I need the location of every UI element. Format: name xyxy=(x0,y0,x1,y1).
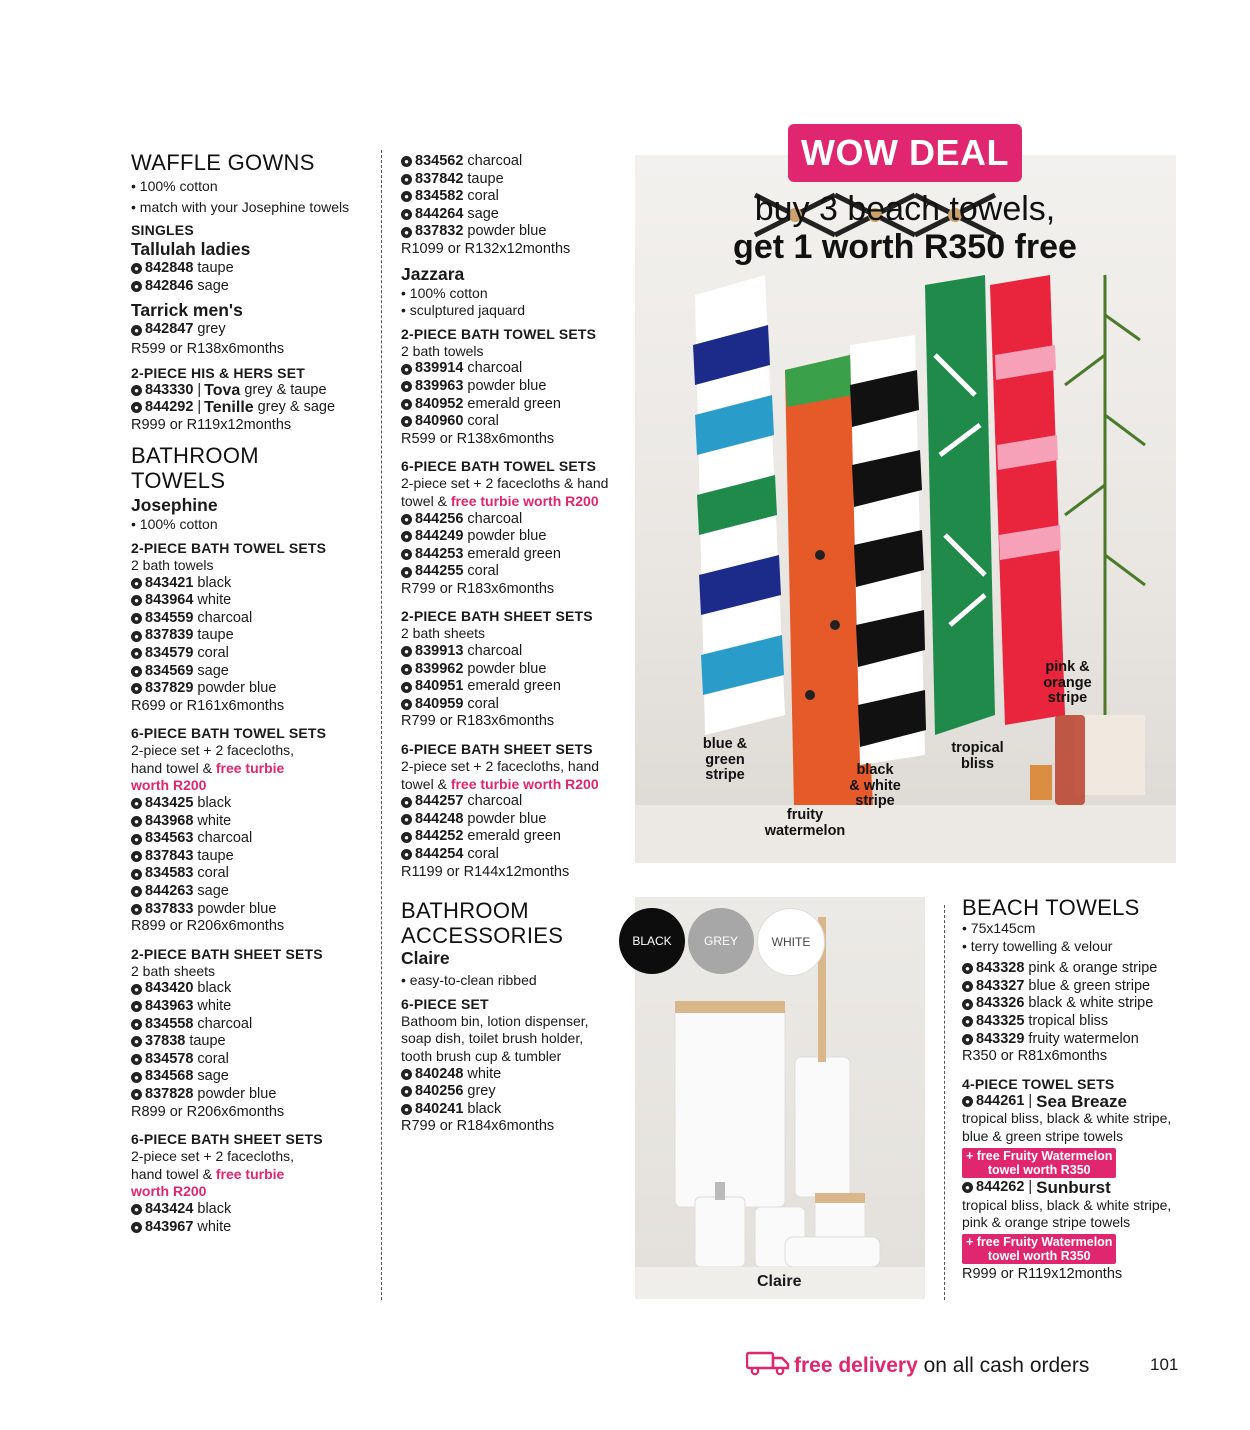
price: R699 or R161x6months xyxy=(131,697,285,714)
price: R899 or R206x6months xyxy=(131,1103,285,1120)
product-code: ● 843968 white xyxy=(131,813,371,831)
section-heading: 2-PIECE BATH SHEET SETS xyxy=(131,945,323,962)
label-tropical-bliss: tropical bliss xyxy=(951,740,1004,772)
section-desc: 2 bath sheets xyxy=(401,625,486,642)
product-code: ● 843328 pink & orange stripe xyxy=(962,960,1182,978)
product-code: ● 837839 taupe xyxy=(131,627,371,645)
order-code-icon: ● xyxy=(131,798,142,809)
product-code: ● 843329 fruity watermelon xyxy=(962,1031,1182,1049)
code-list xyxy=(401,153,621,241)
section-desc: 2 bath towels xyxy=(131,556,214,573)
page-number: 101 xyxy=(1150,1355,1179,1374)
product-code: ● 840960 coral xyxy=(401,413,621,431)
order-code-icon: ● xyxy=(401,682,412,693)
product-code: ● 844261 | Sea Breaze xyxy=(962,1093,1182,1111)
product-code: ● 837832 powder blue xyxy=(401,223,621,241)
order-code-icon: ● xyxy=(131,1089,142,1100)
tarrick-title: Tarrick men's xyxy=(131,300,243,321)
code-list xyxy=(131,980,371,1103)
order-code-icon: ● xyxy=(401,832,412,843)
order-code-icon: ● xyxy=(131,1204,142,1215)
bullet: • 100% cotton xyxy=(401,284,488,301)
order-code-icon: ● xyxy=(131,683,142,694)
glass xyxy=(1030,765,1052,800)
product-code: ● 840241 black xyxy=(401,1101,621,1119)
deal-line-1: buy 3 beach towels, xyxy=(754,190,1056,228)
jazzara-title: Jazzara xyxy=(401,263,465,284)
section-desc: soap dish, toilet brush holder, xyxy=(401,1030,584,1047)
product-code: ● 843425 black xyxy=(131,795,371,813)
product-code: ● 843330 | Tova grey & taupe xyxy=(131,382,371,400)
order-code-icon: ● xyxy=(131,263,142,274)
order-code-icon: ● xyxy=(131,325,142,336)
section-heading: 2-PIECE BATH TOWEL SETS xyxy=(131,539,327,556)
accessories-heading: BATHROOM xyxy=(401,898,529,924)
order-code-icon: ● xyxy=(131,834,142,845)
product-code: ● 843967 white xyxy=(131,1219,371,1237)
order-code-icon: ● xyxy=(401,646,412,657)
price: R999 or R119x12months xyxy=(962,1265,1123,1282)
shelf xyxy=(635,805,1176,863)
price: R599 or R138x6months xyxy=(401,430,555,447)
josephine-title: Josephine xyxy=(131,495,218,516)
product-code: ● 844253 emerald green xyxy=(401,546,621,564)
price: R599 or R138x6months xyxy=(131,340,285,357)
price: R1099 or R132x12months xyxy=(401,240,571,257)
section-desc: 2-piece set + 2 facecloths, xyxy=(131,742,295,759)
product-code: ● 839962 powder blue xyxy=(401,661,621,679)
product-code: ● 834562 charcoal xyxy=(401,153,621,171)
order-code-icon: ● xyxy=(401,797,412,808)
product-code: ● 834558 charcoal xyxy=(131,1016,371,1034)
product-code: ● 837833 powder blue xyxy=(131,901,371,919)
order-code-icon: ● xyxy=(962,999,973,1010)
product-code: ● 840952 emerald green xyxy=(401,396,621,414)
bullet: • 75x145cm xyxy=(962,920,1036,936)
code-list xyxy=(401,643,621,713)
wow-deal-badge: WOW DEAL xyxy=(788,124,1022,182)
order-code-icon: ● xyxy=(962,1034,973,1045)
order-code-icon: ● xyxy=(401,209,412,220)
waffle-gowns-heading: WAFFLE GOWNS xyxy=(131,150,315,175)
product-code: ● 843326 black & white stripe xyxy=(962,995,1182,1013)
product-code: ● 834559 charcoal xyxy=(131,610,371,628)
product-code: ● 840951 emerald green xyxy=(401,678,621,696)
code-list xyxy=(962,960,1182,1048)
beach-towels-heading: BEACH TOWELS xyxy=(962,895,1140,920)
column-divider xyxy=(381,150,382,1300)
promo-badge: + free Fruity Watermelon towel worth R350 xyxy=(962,1234,1116,1264)
price: R799 or R183x6months xyxy=(401,580,555,597)
code-list xyxy=(401,1066,621,1119)
order-code-icon: ● xyxy=(401,399,412,410)
soap-dish xyxy=(785,1237,880,1267)
lotion-dispenser xyxy=(695,1197,745,1267)
section-desc: hand towel & free turbie xyxy=(131,1165,285,1182)
section-heading: 6-PIECE BATH SHEET SETS xyxy=(401,741,593,758)
order-code-icon: ● xyxy=(131,281,142,292)
product-code: ● 839963 powder blue xyxy=(401,378,621,396)
order-code-icon: ● xyxy=(131,613,142,624)
order-code-icon: ● xyxy=(131,886,142,897)
free-delivery-text: free delivery xyxy=(794,1354,918,1377)
order-code-icon: ● xyxy=(401,191,412,202)
product-code: ● 842847 grey xyxy=(131,321,371,339)
order-code-icon: ● xyxy=(401,174,412,185)
accessories-heading: ACCESSORIES xyxy=(401,923,564,949)
section-heading: 6-PIECE SET xyxy=(401,995,489,1012)
section-desc: worth R200 xyxy=(131,1183,207,1200)
product-code: ● 843325 tropical bliss xyxy=(962,1013,1182,1031)
order-code-icon: ● xyxy=(962,1016,973,1027)
price: R350 or R81x6months xyxy=(962,1048,1108,1065)
product-code: ● 834578 coral xyxy=(131,1051,371,1069)
section-desc: 2-piece set + 2 facecloths, hand xyxy=(401,758,600,775)
product-code: ● 840256 grey xyxy=(401,1083,621,1101)
free-delivery-footer xyxy=(746,1350,1089,1378)
order-code-icon: ● xyxy=(401,1086,412,1097)
black-white-towel xyxy=(850,335,926,765)
product-code: ● 843963 white xyxy=(131,998,371,1016)
swatch-black: BLACK xyxy=(619,908,685,974)
order-code-icon: ● xyxy=(131,1001,142,1012)
order-code-icon: ● xyxy=(401,1104,412,1115)
section-desc: 2 bath sheets xyxy=(131,962,216,979)
product-code: ● 837828 powder blue xyxy=(131,1086,371,1104)
product-code: ● 37838 taupe xyxy=(131,1033,371,1051)
bullet: • easy-to-clean ribbed xyxy=(401,972,537,989)
order-code-icon: ● xyxy=(131,1036,142,1047)
left-column xyxy=(131,150,371,1236)
order-code-icon: ● xyxy=(962,1182,973,1193)
order-code-icon: ● xyxy=(131,984,142,995)
bullet: • terry towelling & velour xyxy=(962,937,1113,954)
product-code: ● 840248 white xyxy=(401,1066,621,1084)
product-code: ● 844262 | Sunburst xyxy=(962,1179,1182,1197)
order-code-icon: ● xyxy=(131,1054,142,1065)
order-code-icon: ● xyxy=(131,385,142,396)
singles-heading: SINGLES xyxy=(131,222,194,239)
order-code-icon: ● xyxy=(401,514,412,525)
price: R799 or R183x6months xyxy=(401,713,555,730)
tropical-bliss-towel xyxy=(925,275,995,735)
section-desc: pink & orange stripe towels xyxy=(962,1214,1131,1231)
order-code-icon: ● xyxy=(401,416,412,427)
order-code-icon: ● xyxy=(401,1069,412,1080)
section-desc: 2-piece set + 2 facecloths & hand xyxy=(401,475,609,492)
product-code: ● 844264 sage xyxy=(401,206,621,224)
section-desc: blue & green stripe towels xyxy=(962,1127,1124,1144)
product-code: ● 844255 coral xyxy=(401,563,621,581)
order-code-icon: ● xyxy=(131,402,142,413)
price: R1199 or R144x12months xyxy=(401,863,570,880)
product-code: ● 844252 emerald green xyxy=(401,828,621,846)
order-code-icon: ● xyxy=(131,631,142,642)
product-code: ● 844292 | Tenille grey & sage xyxy=(131,399,371,417)
delivery-truck-icon xyxy=(746,1350,790,1376)
section-desc: tooth brush cup & tumbler xyxy=(401,1047,562,1064)
order-code-icon: ● xyxy=(131,904,142,915)
brush-holder xyxy=(795,1057,850,1197)
bathroom-towels-heading: BATHROOM xyxy=(131,443,259,469)
deal-line-2: get 1 worth R350 free xyxy=(733,228,1077,266)
order-code-icon: ● xyxy=(401,364,412,375)
right-column xyxy=(962,895,1182,1283)
product-code: ● 844249 powder blue xyxy=(401,528,621,546)
order-code-icon: ● xyxy=(962,963,973,974)
order-code-icon: ● xyxy=(401,156,412,167)
product-code: ● 837842 taupe xyxy=(401,171,621,189)
section-heading: 6-PIECE BATH TOWEL SETS xyxy=(131,725,327,742)
section-heading: 6-PIECE BATH SHEET SETS xyxy=(131,1131,323,1148)
swatch-grey: GREY xyxy=(688,908,754,974)
code-list xyxy=(131,795,371,918)
product-code: ● 844254 coral xyxy=(401,846,621,864)
claire-title: Claire xyxy=(401,948,450,969)
code-list xyxy=(401,793,621,863)
product-code: ● 839913 charcoal xyxy=(401,643,621,661)
code-list xyxy=(131,1201,371,1236)
order-code-icon: ● xyxy=(131,1222,142,1233)
product-code: ● 844257 charcoal xyxy=(401,793,621,811)
order-code-icon: ● xyxy=(401,531,412,542)
section-heading: 4-PIECE TOWEL SETS xyxy=(962,1075,1115,1092)
label-blue-green: blue & green stripe xyxy=(702,736,748,783)
product-code: ● 837829 powder blue xyxy=(131,680,371,698)
product-code: ● 834582 coral xyxy=(401,188,621,206)
order-code-icon: ● xyxy=(131,666,142,677)
section-desc: towel & free turbie worth R200 xyxy=(401,492,599,509)
product-code: ● 844263 sage xyxy=(131,883,371,901)
order-code-icon: ● xyxy=(131,869,142,880)
order-code-icon: ● xyxy=(131,816,142,827)
product-code: ● 839914 charcoal xyxy=(401,360,621,378)
order-code-icon: ● xyxy=(401,814,412,825)
product-code: ● 840959 coral xyxy=(401,696,621,714)
product-code: ● 842848 taupe xyxy=(131,260,371,278)
product-code: ● 843964 white xyxy=(131,592,371,610)
section-desc: Bathoom bin, lotion dispenser, xyxy=(401,1012,589,1029)
code-list xyxy=(401,511,621,581)
section-desc: worth R200 xyxy=(131,777,207,794)
bottle xyxy=(1055,715,1085,805)
product-code: ● 843421 black xyxy=(131,575,371,593)
blue-green-towel xyxy=(693,275,785,735)
bullet: • match with your Josephine towels xyxy=(131,198,350,215)
order-code-icon: ● xyxy=(131,578,142,589)
order-code-icon: ● xyxy=(131,851,142,862)
product-code: ● 837843 taupe xyxy=(131,848,371,866)
column-divider xyxy=(944,905,945,1300)
section-heading: 2-PIECE BATH TOWEL SETS xyxy=(401,325,597,342)
order-code-icon: ● xyxy=(962,1096,973,1107)
middle-column xyxy=(401,153,621,1136)
bathroom-towels-heading: TOWELS xyxy=(131,468,226,494)
product-code: ● 834563 charcoal xyxy=(131,830,371,848)
bullet: • sculptured jaquard xyxy=(401,302,525,319)
section-heading: 2-PIECE BATH SHEET SETS xyxy=(401,608,593,625)
product-code: ● 844256 charcoal xyxy=(401,511,621,529)
order-code-icon: ● xyxy=(401,381,412,392)
label-fruity-watermelon: fruity watermelon xyxy=(764,807,846,839)
label-black-white: black & white stripe xyxy=(849,762,901,809)
order-code-icon: ● xyxy=(401,227,412,238)
swatch-white: WHITE xyxy=(757,908,825,976)
section-heading: 6-PIECE BATH TOWEL SETS xyxy=(401,458,597,475)
order-code-icon: ● xyxy=(401,567,412,578)
product-code: ● 834579 coral xyxy=(131,645,371,663)
price: R799 or R184x6months xyxy=(401,1118,555,1135)
section-desc: towel & free turbie worth R200 xyxy=(401,775,599,792)
section-desc: tropical bliss, black & white stripe, xyxy=(962,1196,1172,1213)
order-code-icon: ● xyxy=(131,1019,142,1030)
section-desc: hand towel & free turbie xyxy=(131,759,285,776)
product-code: ● 843327 blue & green stripe xyxy=(962,978,1182,996)
bin xyxy=(675,1007,785,1207)
product-code: ● 834569 sage xyxy=(131,663,371,681)
order-code-icon: ● xyxy=(131,595,142,606)
product-code: ● 843420 black xyxy=(131,980,371,998)
claire-photo-label: Claire xyxy=(757,1273,802,1290)
bullet: • 100% cotton xyxy=(131,516,218,533)
order-code-icon: ● xyxy=(401,549,412,560)
order-code-icon: ● xyxy=(962,981,973,992)
his-hers-heading: 2-PIECE HIS & HERS SET xyxy=(131,364,305,381)
order-code-icon: ● xyxy=(401,664,412,675)
section-desc: tropical bliss, black & white stripe, xyxy=(962,1110,1172,1127)
promo-badge: + free Fruity Watermelon towel worth R350 xyxy=(962,1148,1116,1178)
order-code-icon: ● xyxy=(131,648,142,659)
order-code-icon: ● xyxy=(401,699,412,710)
product-code: ● 834583 coral xyxy=(131,865,371,883)
product-code: ● 834568 sage xyxy=(131,1068,371,1086)
product-code: ● 844248 powder blue xyxy=(401,811,621,829)
pink-orange-towel xyxy=(990,275,1065,725)
product-code: ● 842846 sage xyxy=(131,278,371,296)
price: R999 or R119x12months xyxy=(131,416,292,433)
code-list xyxy=(401,360,621,430)
bullet: • 100% cotton xyxy=(131,178,218,194)
cash-orders-text: on all cash orders xyxy=(923,1354,1090,1377)
code-list xyxy=(131,575,371,698)
order-code-icon: ● xyxy=(131,1072,142,1083)
section-desc: 2 bath towels xyxy=(401,342,484,359)
product-code: ● 843424 black xyxy=(131,1201,371,1219)
order-code-icon: ● xyxy=(401,849,412,860)
label-pink-orange: pink & orange stripe xyxy=(1043,659,1092,706)
price: R899 or R206x6months xyxy=(131,918,285,935)
tallulah-title: Tallulah ladies xyxy=(131,239,251,260)
section-desc: 2-piece set + 2 facecloths, xyxy=(131,1148,295,1165)
